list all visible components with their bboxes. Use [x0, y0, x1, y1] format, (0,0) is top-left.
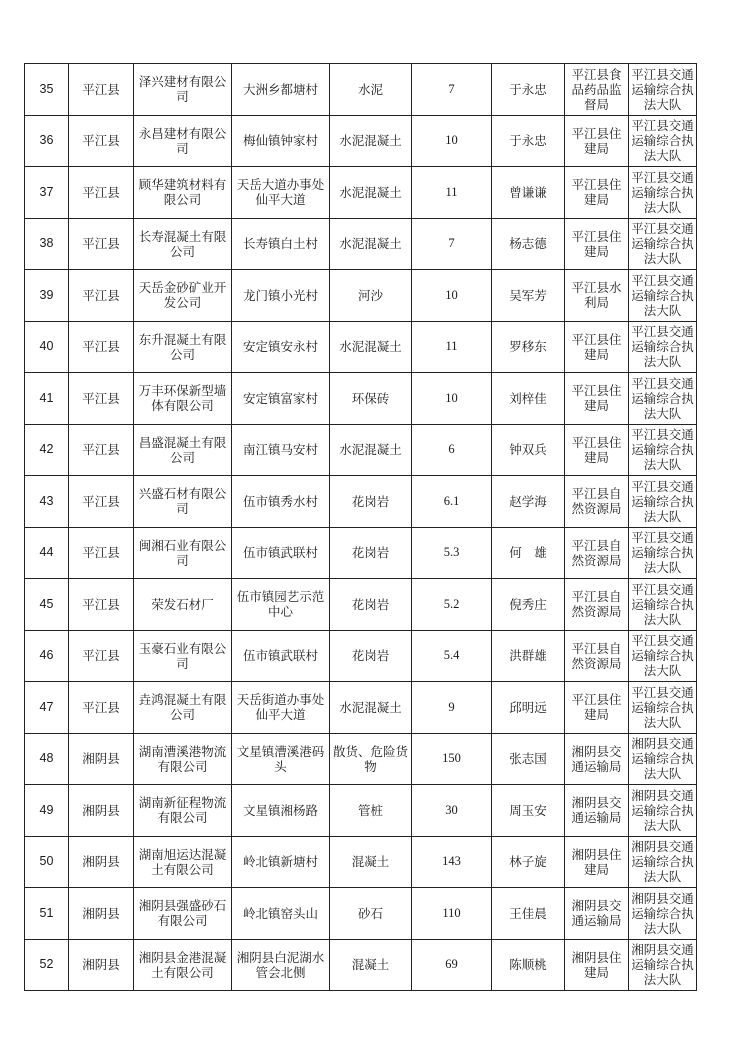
- material-cell: 河沙: [330, 270, 412, 322]
- supervising-department-cell: 平江县住建局: [565, 424, 629, 476]
- material-cell: 管桩: [330, 785, 412, 837]
- row-number-cell: 48: [25, 733, 69, 785]
- material-cell: 水泥混凝土: [330, 167, 412, 219]
- material-cell: 混凝土: [330, 836, 412, 888]
- location-cell: 伍市镇武联村: [232, 630, 330, 682]
- table-row: [25, 424, 697, 476]
- material-cell: 花岗岩: [330, 476, 412, 528]
- law-enforcement-cell: 湘阴县交通运输综合执法大队: [629, 785, 697, 837]
- company-cell: 垚鸿混凝土有限公司: [134, 682, 232, 734]
- location-cell: 文星镇湘杨路: [232, 785, 330, 837]
- supervising-department-cell: 湘阴县住建局: [565, 836, 629, 888]
- table-row: [25, 115, 697, 167]
- county-cell: 平江县: [69, 527, 134, 579]
- material-cell: 环保砖: [330, 373, 412, 425]
- company-cell: 永昌建材有限公司: [134, 115, 232, 167]
- supervising-department-cell: 平江县住建局: [565, 321, 629, 373]
- company-cell: 荣发石材厂: [134, 579, 232, 631]
- location-cell: 龙门镇小光村: [232, 270, 330, 322]
- material-cell: 水泥混凝土: [330, 218, 412, 270]
- company-cell: 湖南新征程物流有限公司: [134, 785, 232, 837]
- quantity-cell: 11: [412, 167, 492, 219]
- law-enforcement-cell: 平江县交通运输综合执法大队: [629, 682, 697, 734]
- material-cell: 水泥混凝土: [330, 424, 412, 476]
- table-row: [25, 270, 697, 322]
- enterprise-table: [24, 63, 697, 991]
- location-cell: 文星镇漕溪港码头: [232, 733, 330, 785]
- location-cell: 湘阴县白泥湖水管会北侧: [232, 939, 330, 991]
- company-cell: 湘阴县强盛砂石有限公司: [134, 888, 232, 940]
- county-cell: 湘阴县: [69, 733, 134, 785]
- row-number-cell: 46: [25, 630, 69, 682]
- law-enforcement-cell: 湘阴县交通运输综合执法大队: [629, 836, 697, 888]
- supervising-department-cell: 湘阴县住建局: [565, 939, 629, 991]
- law-enforcement-cell: 平江县交通运输综合执法大队: [629, 321, 697, 373]
- contact-person-cell: 周玉安: [492, 785, 565, 837]
- material-cell: 水泥混凝土: [330, 115, 412, 167]
- law-enforcement-cell: 平江县交通运输综合执法大队: [629, 64, 697, 116]
- supervising-department-cell: 平江县自然资源局: [565, 579, 629, 631]
- quantity-cell: 5.4: [412, 630, 492, 682]
- row-number-cell: 35: [25, 64, 69, 116]
- law-enforcement-cell: 平江县交通运输综合执法大队: [629, 630, 697, 682]
- quantity-cell: 30: [412, 785, 492, 837]
- quantity-cell: 11: [412, 321, 492, 373]
- company-cell: 长寿混凝土有限公司: [134, 218, 232, 270]
- supervising-department-cell: 平江县住建局: [565, 115, 629, 167]
- county-cell: 平江县: [69, 630, 134, 682]
- quantity-cell: 6.1: [412, 476, 492, 528]
- contact-person-cell: 刘梓佳: [492, 373, 565, 425]
- company-cell: 万丰环保新型墙体有限公司: [134, 373, 232, 425]
- table-row: [25, 527, 697, 579]
- material-cell: 砂石: [330, 888, 412, 940]
- location-cell: 梅仙镇钟家村: [232, 115, 330, 167]
- contact-person-cell: 何 雄: [492, 527, 565, 579]
- location-cell: 伍市镇秀水村: [232, 476, 330, 528]
- row-number-cell: 44: [25, 527, 69, 579]
- law-enforcement-cell: 湘阴县交通运输综合执法大队: [629, 939, 697, 991]
- supervising-department-cell: 平江县水利局: [565, 270, 629, 322]
- quantity-cell: 10: [412, 373, 492, 425]
- contact-person-cell: 倪秀庄: [492, 579, 565, 631]
- row-number-cell: 49: [25, 785, 69, 837]
- row-number-cell: 43: [25, 476, 69, 528]
- law-enforcement-cell: 平江县交通运输综合执法大队: [629, 218, 697, 270]
- county-cell: 平江县: [69, 476, 134, 528]
- law-enforcement-cell: 平江县交通运输综合执法大队: [629, 270, 697, 322]
- contact-person-cell: 陈顺桃: [492, 939, 565, 991]
- contact-person-cell: 洪群雄: [492, 630, 565, 682]
- company-cell: 天岳金砂矿业开发公司: [134, 270, 232, 322]
- county-cell: 平江县: [69, 579, 134, 631]
- company-cell: 闽湘石业有限公司: [134, 527, 232, 579]
- location-cell: 长寿镇白土村: [232, 218, 330, 270]
- table-row: [25, 321, 697, 373]
- quantity-cell: 150: [412, 733, 492, 785]
- table-row: [25, 785, 697, 837]
- quantity-cell: 7: [412, 64, 492, 116]
- county-cell: 湘阴县: [69, 939, 134, 991]
- contact-person-cell: 罗移东: [492, 321, 565, 373]
- supervising-department-cell: 平江县自然资源局: [565, 476, 629, 528]
- table-row: [25, 579, 697, 631]
- location-cell: 岭北镇新塘村: [232, 836, 330, 888]
- material-cell: 水泥混凝土: [330, 321, 412, 373]
- law-enforcement-cell: 湘阴县交通运输综合执法大队: [629, 733, 697, 785]
- row-number-cell: 50: [25, 836, 69, 888]
- material-cell: 花岗岩: [330, 527, 412, 579]
- table-row: [25, 373, 697, 425]
- location-cell: 南江镇马安村: [232, 424, 330, 476]
- row-number-cell: 45: [25, 579, 69, 631]
- quantity-cell: 10: [412, 270, 492, 322]
- material-cell: 散货、危险货物: [330, 733, 412, 785]
- quantity-cell: 5.2: [412, 579, 492, 631]
- quantity-cell: 10: [412, 115, 492, 167]
- quantity-cell: 7: [412, 218, 492, 270]
- contact-person-cell: 于永忠: [492, 115, 565, 167]
- county-cell: 平江县: [69, 321, 134, 373]
- location-cell: 天岳大道办事处仙平大道: [232, 167, 330, 219]
- company-cell: 泽兴建材有限公司: [134, 64, 232, 116]
- row-number-cell: 52: [25, 939, 69, 991]
- supervising-department-cell: 平江县住建局: [565, 167, 629, 219]
- company-cell: 兴盛石材有限公司: [134, 476, 232, 528]
- location-cell: 大洲乡都塘村: [232, 64, 330, 116]
- table-row: [25, 888, 697, 940]
- supervising-department-cell: 平江县自然资源局: [565, 630, 629, 682]
- contact-person-cell: 邱明远: [492, 682, 565, 734]
- location-cell: 岭北镇窑头山: [232, 888, 330, 940]
- row-number-cell: 42: [25, 424, 69, 476]
- table-row: [25, 682, 697, 734]
- county-cell: 湘阴县: [69, 785, 134, 837]
- law-enforcement-cell: 平江县交通运输综合执法大队: [629, 579, 697, 631]
- county-cell: 平江县: [69, 167, 134, 219]
- county-cell: 平江县: [69, 424, 134, 476]
- law-enforcement-cell: 平江县交通运输综合执法大队: [629, 527, 697, 579]
- row-number-cell: 37: [25, 167, 69, 219]
- quantity-cell: 6: [412, 424, 492, 476]
- table-row: [25, 167, 697, 219]
- county-cell: 湘阴县: [69, 836, 134, 888]
- material-cell: 水泥: [330, 64, 412, 116]
- contact-person-cell: 王佳晨: [492, 888, 565, 940]
- material-cell: 花岗岩: [330, 579, 412, 631]
- supervising-department-cell: 湘阴县交通运输局: [565, 733, 629, 785]
- contact-person-cell: 于永忠: [492, 64, 565, 116]
- contact-person-cell: 吴军芳: [492, 270, 565, 322]
- company-cell: 顾华建筑材料有限公司: [134, 167, 232, 219]
- supervising-department-cell: 平江县住建局: [565, 682, 629, 734]
- supervising-department-cell: 平江县自然资源局: [565, 527, 629, 579]
- county-cell: 平江县: [69, 218, 134, 270]
- material-cell: 花岗岩: [330, 630, 412, 682]
- county-cell: 平江县: [69, 115, 134, 167]
- supervising-department-cell: 湘阴县交通运输局: [565, 785, 629, 837]
- table-row: [25, 64, 697, 116]
- supervising-department-cell: 平江县住建局: [565, 218, 629, 270]
- law-enforcement-cell: 平江县交通运输综合执法大队: [629, 476, 697, 528]
- company-cell: 玉豪石业有限公司: [134, 630, 232, 682]
- row-number-cell: 40: [25, 321, 69, 373]
- location-cell: 伍市镇武联村: [232, 527, 330, 579]
- table-row: [25, 836, 697, 888]
- table-row: [25, 218, 697, 270]
- table-row: [25, 630, 697, 682]
- location-cell: 安定镇安永村: [232, 321, 330, 373]
- company-cell: 湖南漕溪港物流有限公司: [134, 733, 232, 785]
- table-row: [25, 939, 697, 991]
- county-cell: 湘阴县: [69, 888, 134, 940]
- contact-person-cell: 钟双兵: [492, 424, 565, 476]
- supervising-department-cell: 湘阴县交通运输局: [565, 888, 629, 940]
- company-cell: 东升混凝土有限公司: [134, 321, 232, 373]
- row-number-cell: 36: [25, 115, 69, 167]
- contact-person-cell: 赵学海: [492, 476, 565, 528]
- law-enforcement-cell: 湘阴县交通运输综合执法大队: [629, 888, 697, 940]
- row-number-cell: 39: [25, 270, 69, 322]
- law-enforcement-cell: 平江县交通运输综合执法大队: [629, 373, 697, 425]
- company-cell: 湘阴县金港混凝土有限公司: [134, 939, 232, 991]
- contact-person-cell: 林子旋: [492, 836, 565, 888]
- contact-person-cell: 杨志德: [492, 218, 565, 270]
- table-row: [25, 476, 697, 528]
- material-cell: 混凝土: [330, 939, 412, 991]
- quantity-cell: 69: [412, 939, 492, 991]
- row-number-cell: 47: [25, 682, 69, 734]
- county-cell: 平江县: [69, 373, 134, 425]
- county-cell: 平江县: [69, 64, 134, 116]
- county-cell: 平江县: [69, 270, 134, 322]
- law-enforcement-cell: 平江县交通运输综合执法大队: [629, 424, 697, 476]
- county-cell: 平江县: [69, 682, 134, 734]
- quantity-cell: 5.3: [412, 527, 492, 579]
- supervising-department-cell: 平江县住建局: [565, 373, 629, 425]
- law-enforcement-cell: 平江县交通运输综合执法大队: [629, 167, 697, 219]
- table-row: [25, 733, 697, 785]
- quantity-cell: 110: [412, 888, 492, 940]
- contact-person-cell: 张志国: [492, 733, 565, 785]
- row-number-cell: 41: [25, 373, 69, 425]
- company-cell: 昌盛混凝土有限公司: [134, 424, 232, 476]
- quantity-cell: 9: [412, 682, 492, 734]
- contact-person-cell: 曾谦谦: [492, 167, 565, 219]
- law-enforcement-cell: 平江县交通运输综合执法大队: [629, 115, 697, 167]
- location-cell: 伍市镇园艺示范中心: [232, 579, 330, 631]
- location-cell: 天岳街道办事处仙平大道: [232, 682, 330, 734]
- material-cell: 水泥混凝土: [330, 682, 412, 734]
- row-number-cell: 38: [25, 218, 69, 270]
- location-cell: 安定镇富家村: [232, 373, 330, 425]
- row-number-cell: 51: [25, 888, 69, 940]
- supervising-department-cell: 平江县食品药品监督局: [565, 64, 629, 116]
- company-cell: 湖南旭运达混凝土有限公司: [134, 836, 232, 888]
- table-body: [25, 64, 697, 991]
- quantity-cell: 143: [412, 836, 492, 888]
